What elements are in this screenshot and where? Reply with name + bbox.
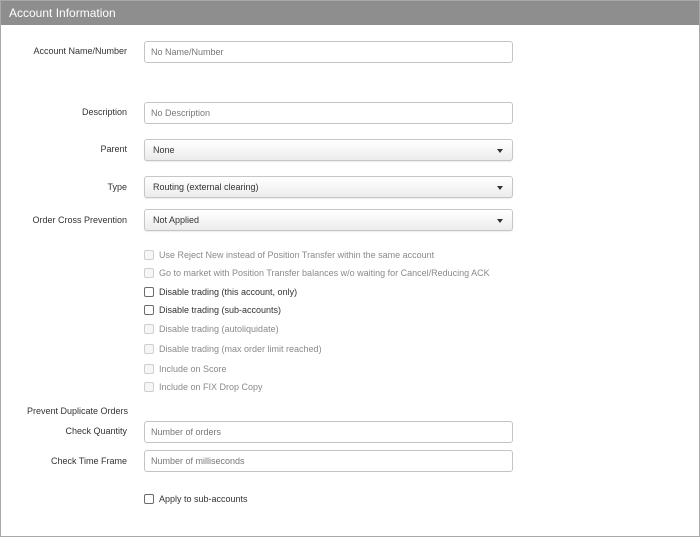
order-cross-prevention-label: Order Cross Prevention: [32, 215, 127, 225]
checkbox-label: Disable trading (this account, only): [159, 287, 298, 297]
check-time-frame-input[interactable]: [144, 450, 513, 472]
check-time-frame-label: Check Time Frame: [50, 456, 127, 466]
parent-label: Parent: [100, 144, 127, 154]
account-name-input[interactable]: [144, 41, 513, 63]
checkbox-box[interactable]: [144, 324, 154, 334]
checkbox-box[interactable]: [144, 364, 154, 374]
chevron-down-icon: [497, 219, 503, 223]
checkbox-label: Use Reject New instead of Position Transfer within the same account: [159, 250, 435, 260]
include-on-fix-drop-copy-checkbox[interactable]: [144, 380, 263, 394]
description-label: Description: [81, 107, 127, 117]
account-name-label: Account Name/Number: [33, 46, 127, 56]
parent-select[interactable]: [144, 139, 513, 161]
chevron-down-icon: [497, 149, 503, 153]
panel-title: Account Information: [1, 1, 699, 25]
checkbox-box[interactable]: [144, 250, 154, 260]
checkbox-label: Go to market with Position Transfer balances w/o waiting for Cancel/Reducing ACK: [159, 268, 490, 278]
check-quantity-label: Check Quantity: [65, 426, 127, 436]
checkbox-box[interactable]: [144, 344, 154, 354]
disable-trading-autoliquidate-checkbox[interactable]: [144, 322, 279, 336]
apply-to-sub-accounts-checkbox[interactable]: [144, 492, 248, 506]
checkbox-label: Include on FIX Drop Copy: [159, 382, 263, 392]
order-cross-prevention-select[interactable]: [144, 209, 513, 231]
checkbox-label: Disable trading (sub-accounts): [159, 305, 282, 315]
checkbox-label: Apply to sub-accounts: [159, 494, 248, 504]
checkbox-label: Include on Score: [159, 364, 227, 374]
check-quantity-input[interactable]: [144, 421, 513, 443]
checkbox-box[interactable]: [144, 305, 154, 315]
checkbox-box[interactable]: [144, 268, 154, 278]
type-select-value: Routing (external clearing): [153, 182, 259, 192]
checkbox-label: Disable trading (autoliquidate): [159, 324, 279, 334]
order-cross-prevention-select-value: Not Applied: [153, 215, 200, 225]
chevron-down-icon: [497, 186, 503, 190]
checkbox-box[interactable]: [144, 494, 154, 504]
disable-trading-account-checkbox[interactable]: [144, 285, 297, 299]
description-input[interactable]: [144, 102, 513, 124]
disable-trading-sub-accounts-checkbox[interactable]: [144, 303, 281, 317]
checkbox-label: Disable trading (max order limit reached): [159, 344, 322, 354]
checkbox-box[interactable]: [144, 382, 154, 392]
include-on-score-checkbox[interactable]: [144, 362, 227, 376]
checkbox-box[interactable]: [144, 287, 154, 297]
type-select[interactable]: [144, 176, 513, 198]
use-reject-new-checkbox[interactable]: [144, 248, 434, 262]
prevent-duplicate-orders-heading: Prevent Duplicate Orders: [27, 406, 129, 416]
disable-trading-max-order-checkbox[interactable]: [144, 342, 322, 356]
type-label: Type: [107, 182, 127, 192]
parent-select-value: None: [153, 145, 175, 155]
go-to-market-checkbox[interactable]: [144, 266, 490, 280]
